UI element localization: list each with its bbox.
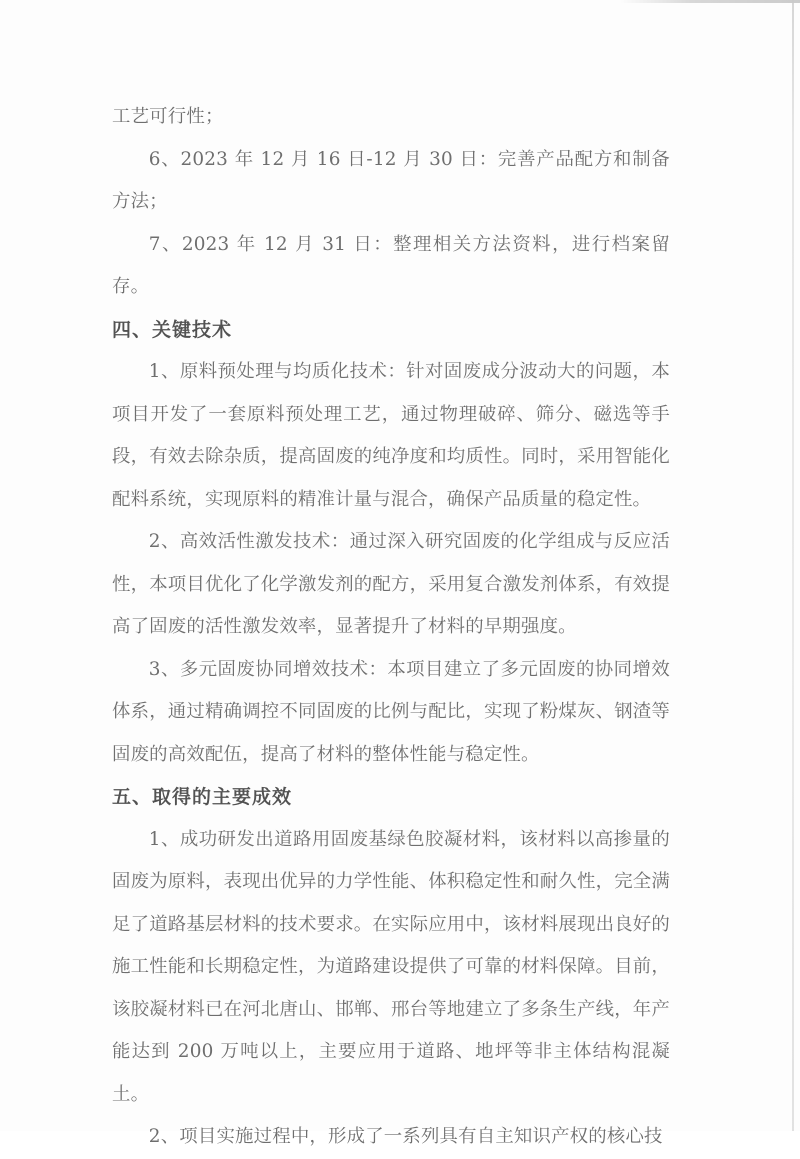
paragraph-achievement-1: 1、成功研发出道路用固废基绿色胶凝材料，该材料以高掺量的固废为原料，表现出优异的力学性能、体积稳定性和耐久性，完全满足了道路基层材料的技术要求。在实际应用中，该材料展现出良好的施工性能和长期稳定性，为道路建设提供了可靠的材料保障。目前，该胶凝材料已在河北唐山、邯郸、邢台等地建立了多条生产线，年产能达到 200 万吨以上，主要应用于道路、地坪等非主体结构混凝土。 bbox=[112, 828, 670, 1105]
page-top-edge-shadow bbox=[620, 0, 800, 3]
paragraph-technology-2: 2、高效活性激发技术：通过深入研究固废的化学组成与反应活性，本项目优化了化学激发剂的配方，采用复合激发剂体系，有效提高了固废的活性激发效率，显著提升了材料的早期强度。 bbox=[112, 531, 670, 637]
paragraph-technology-1: 1、原料预处理与均质化技术：针对固废成分波动大的问题，本项目开发了一套原料预处理工艺，通过物理破碎、筛分、磁选等手段，有效去除杂质，提高固废的纯净度和均质性。同时，采用智能化配料系统，实现原料的精准计量与混合，确保产品质量的稳定性。 bbox=[112, 361, 670, 510]
list-item-7-schedule: 7、2023 年 12 月 31 日：整理相关方法资料，进行档案留存。 bbox=[112, 233, 670, 297]
page-right-edge-shadow bbox=[792, 0, 794, 1131]
paragraph-achievement-2-truncated: 2、项目实施过程中，形成了一系列具有自主知识产权的核心技 bbox=[148, 1126, 663, 1147]
paragraph-continuation-line: 工艺可行性； bbox=[112, 106, 224, 127]
section-heading-key-technologies: 四、关键技术 bbox=[112, 318, 233, 341]
list-item-6-schedule: 6、2023 年 12 月 16 日-12 月 30 日：完善产品配方和制备方法； bbox=[112, 148, 670, 212]
paragraph-technology-3: 3、多元固废协同增效技术：本项目建立了多元固废的协同增效体系，通过精确调控不同固废的比例与配比，实现了粉煤灰、钢渣等固废的高效配伍，提高了材料的整体性能与稳定性。 bbox=[112, 658, 670, 765]
document-body bbox=[112, 96, 670, 1159]
section-heading-main-achievements: 五、取得的主要成效 bbox=[112, 786, 293, 808]
